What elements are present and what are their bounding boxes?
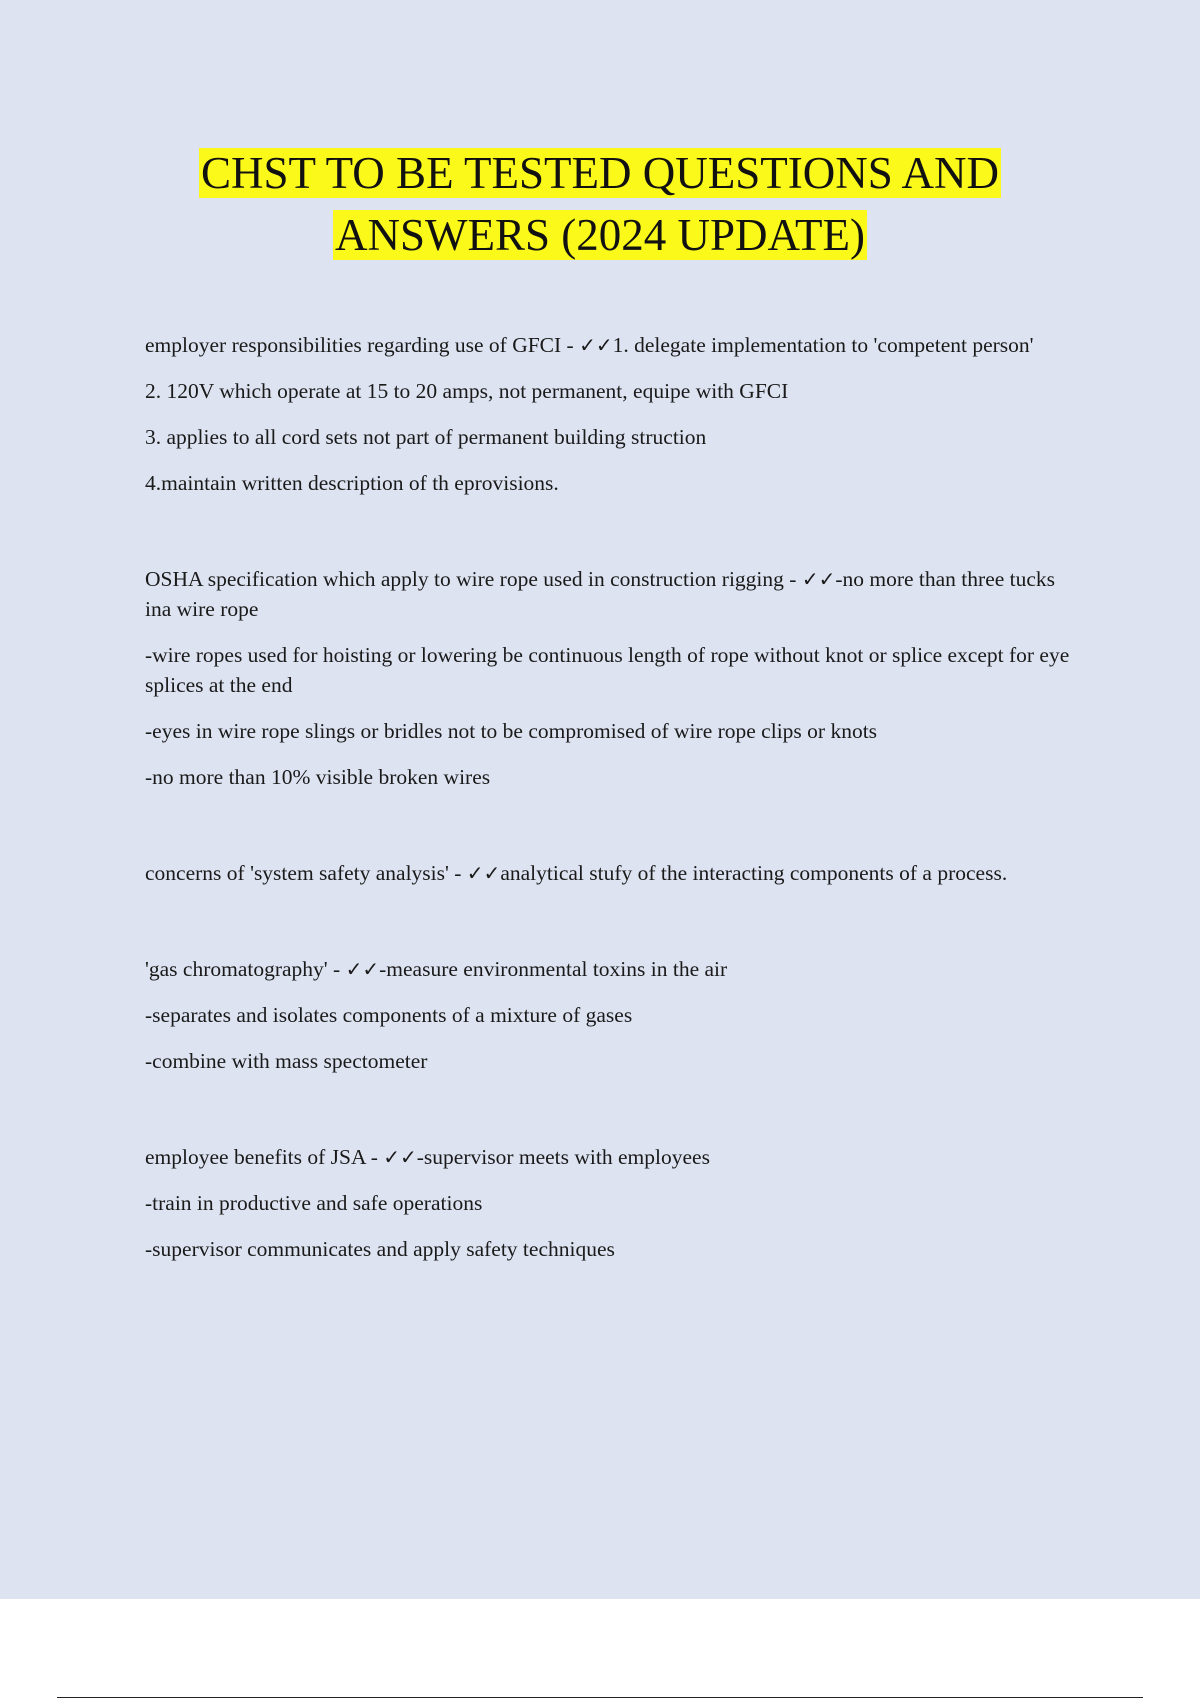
- title-line-1: CHST TO BE TESTED QUESTIONS AND: [200, 148, 999, 198]
- qa-item: [145, 954, 1075, 1076]
- qa-first-line: [145, 330, 1075, 360]
- answer-line: -eyes in wire rope slings or bridles not to be compromised of wire rope clips or knots: [145, 719, 878, 743]
- question-text: OSHA specification which apply to wire rope used in construction rigging -: [145, 567, 802, 591]
- qa-list: [145, 330, 1075, 1330]
- answer-text: 1. delegate implementation to 'competent person': [612, 333, 1034, 357]
- answer-line: 2. 120V which operate at 15 to 20 amps, not permanent, equipe with GFCI: [145, 379, 789, 403]
- answer-text: -no more than three tucks ina wire rope: [145, 567, 1056, 621]
- answer-line: -combine with mass spectometer: [145, 1049, 428, 1073]
- title-line-2: ANSWERS (2024 UPDATE): [334, 210, 865, 260]
- document-title: [0, 142, 1200, 266]
- answer-line: -separates and isolates components of a mixture of gases: [145, 1003, 633, 1027]
- question-text: employer responsibilities regarding use of GFCI -: [145, 333, 580, 357]
- answer-line: -no more than 10% visible broken wires: [145, 765, 491, 789]
- answer-line: -wire ropes used for hoisting or lowering be continuous length of rope without knot or splice except for eye splices at the end: [145, 643, 1070, 697]
- qa-first-line: [145, 1142, 1075, 1172]
- answer-text: -supervisor meets with employees: [416, 1145, 710, 1169]
- question-text: concerns of 'system safety analysis' -: [145, 861, 467, 885]
- double-check-icon: ✓✓: [383, 1145, 417, 1169]
- answer-line: -supervisor communicates and apply safety techniques: [145, 1237, 615, 1261]
- answer-line: 4.maintain written description of th eprovisions.: [145, 471, 559, 495]
- qa-item: [145, 858, 1075, 888]
- double-check-icon: ✓✓: [801, 567, 836, 591]
- footer-divider: [57, 1697, 1143, 1698]
- qa-item: [145, 564, 1075, 792]
- qa-item: [145, 1142, 1075, 1264]
- qa-first-line: [145, 858, 1075, 888]
- answer-text: -measure environmental toxins in the air: [379, 957, 728, 981]
- double-check-icon: ✓✓: [579, 333, 613, 357]
- double-check-icon: ✓✓: [466, 861, 501, 885]
- qa-first-line: [145, 954, 1075, 984]
- qa-first-line: [145, 564, 1075, 624]
- answer-text: analytical stufy of the interacting components of a process.: [500, 861, 1008, 885]
- qa-item: [145, 330, 1075, 498]
- answer-line: 3. applies to all cord sets not part of permanent building struction: [145, 425, 707, 449]
- double-check-icon: ✓✓: [345, 957, 380, 981]
- question-text: 'gas chromatography' -: [145, 957, 346, 981]
- question-text: employee benefits of JSA -: [145, 1145, 384, 1169]
- answer-line: -train in productive and safe operations: [145, 1191, 483, 1215]
